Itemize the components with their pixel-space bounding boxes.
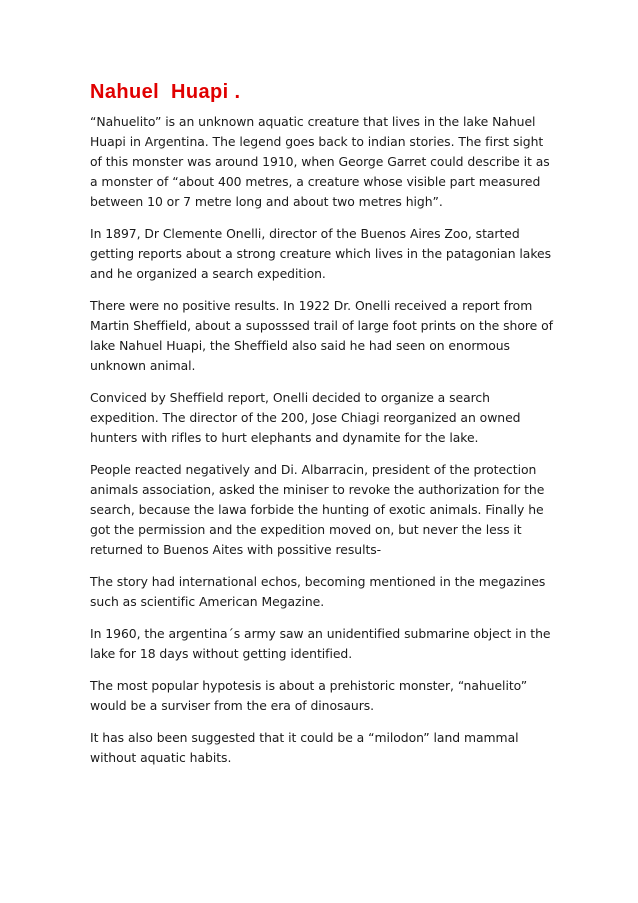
text-line: and he organized a search expedition. bbox=[90, 266, 326, 281]
paragraph-milodon bbox=[90, 728, 550, 768]
paragraph-hypothesis bbox=[90, 676, 550, 716]
text-line: of this monster was around 1910, when George Garret could describe it as bbox=[90, 154, 550, 169]
text-line: returned to Buenos Aites with possitive results- bbox=[90, 542, 382, 557]
document-title: Nahuel Huapi . bbox=[90, 81, 241, 103]
text-line: getting reports about a strong creature which lives in the patagonian lakes bbox=[90, 246, 551, 261]
paragraph-international-echos bbox=[90, 572, 550, 612]
text-line: would be a surviser from the era of dinosaurs. bbox=[90, 698, 375, 713]
text-line: such as scientific American Megazine. bbox=[90, 594, 325, 609]
text-line: Conviced by Sheffield report, Onelli decided to organize a search bbox=[90, 390, 490, 405]
text-line: Huapi in Argentina. The legend goes back to indian stories. The first sight bbox=[90, 134, 544, 149]
text-line: In 1960, the argentina´s army saw an unidentified submarine object in the bbox=[90, 626, 551, 641]
text-line: without aquatic habits. bbox=[90, 750, 232, 765]
text-line: lake Nahuel Huapi, the Sheffield also said he had seen on enormous bbox=[90, 338, 510, 353]
paragraph-expedition bbox=[90, 388, 550, 448]
text-line: The most popular hypotesis is about a prehistoric monster, “nahuelito” bbox=[90, 678, 528, 693]
text-line: unknown animal. bbox=[90, 358, 196, 373]
text-line: expedition. The director of the 200, Jose Chiagi reorganized an owned bbox=[90, 410, 521, 425]
text-line: search, because the lawa forbide the hunting of exotic animals. Finally he bbox=[90, 502, 544, 517]
text-line: It has also been suggested that it could be a “milodon” land mammal bbox=[90, 730, 519, 745]
text-line: hunters with rifles to hurt elephants and dynamite for the lake. bbox=[90, 430, 479, 445]
text-line: People reacted negatively and Di. Albarracin, president of the protection bbox=[90, 462, 537, 477]
text-line: “Nahuelito” is an unknown aquatic creature that lives in the lake Nahuel bbox=[90, 114, 536, 129]
text-line: animals association, asked the miniser to revoke the authorization for the bbox=[90, 482, 545, 497]
text-line: In 1897, Dr Clemente Onelli, director of the Buenos Aires Zoo, started bbox=[90, 226, 520, 241]
document-page bbox=[90, 78, 553, 780]
text-line: There were no positive results. In 1922 Dr. Onelli received a report from bbox=[90, 298, 533, 313]
paragraph-nahuelito-intro bbox=[90, 112, 550, 212]
text-line: lake for 18 days without getting identified. bbox=[90, 646, 353, 661]
paragraph-onelli-1897 bbox=[90, 224, 550, 284]
paragraph-army-1960 bbox=[90, 624, 550, 664]
text-line: a monster of “about 400 metres, a creature whose visible part measured bbox=[90, 174, 541, 189]
paragraph-public-reaction bbox=[90, 460, 550, 560]
text-line: between 10 or 7 metre long and about two metres high”. bbox=[90, 194, 443, 209]
text-line: Martin Sheffield, about a suposssed trail of large foot prints on the shore of bbox=[90, 318, 553, 333]
paragraph-sheffield-report bbox=[90, 296, 553, 376]
text-line: The story had international echos, becoming mentioned in the megazines bbox=[90, 574, 546, 589]
text-line: got the permission and the expedition moved on, but never the less it bbox=[90, 522, 522, 537]
